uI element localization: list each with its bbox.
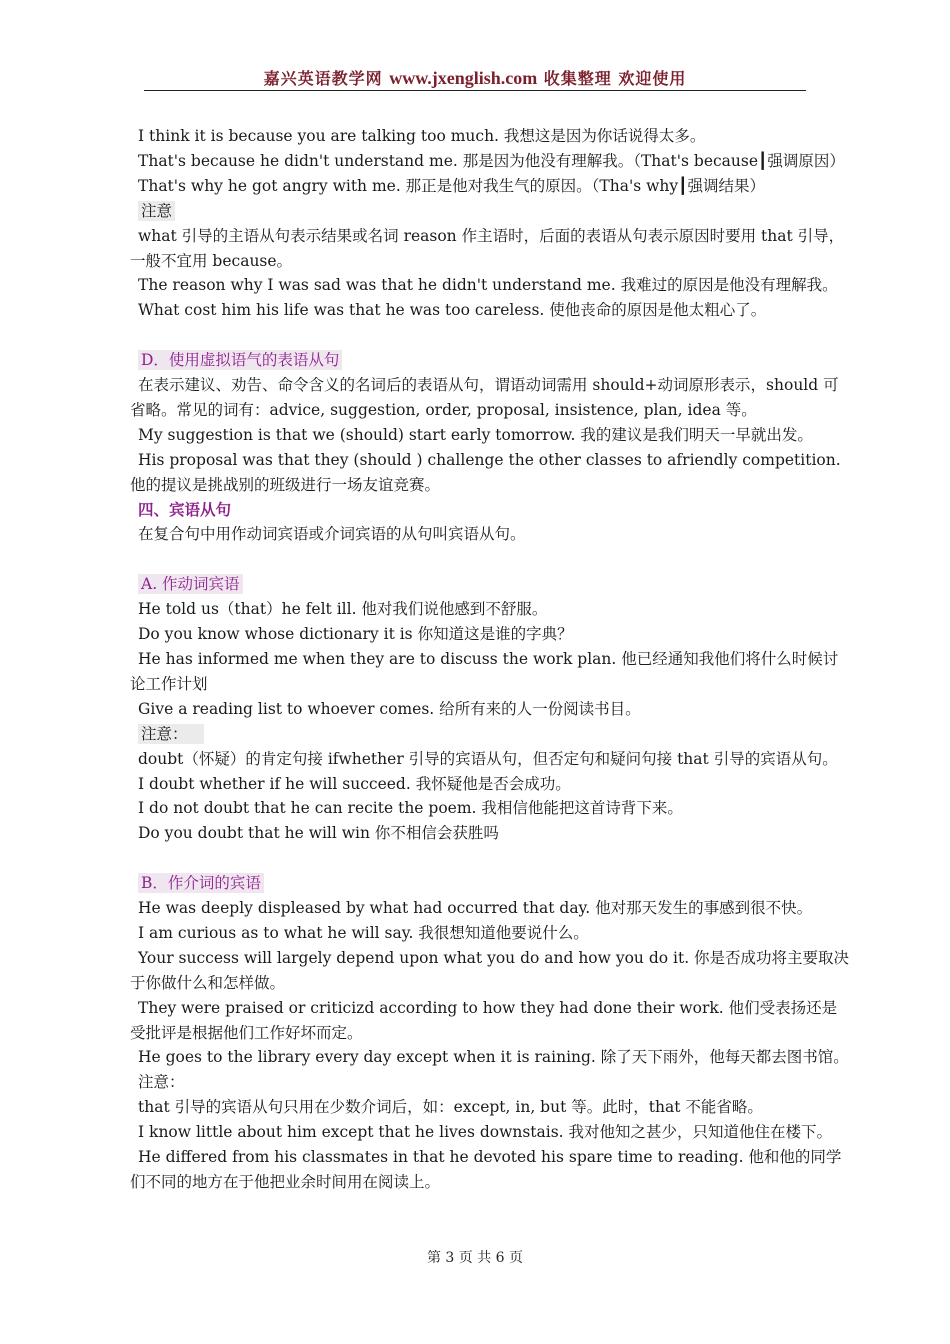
header-left: 嘉兴英语教学网 (263, 69, 383, 88)
blank-line (130, 323, 850, 348)
text-paragraph: Your success will largely depend upon what you do and how you do it. 你是否成功将主要取决于你做什么和怎样做。 (130, 948, 850, 992)
text-line: I think it is because you are talking too much. 我想这是因为你话说得太多。 (138, 127, 706, 145)
text-line: Give a reading list to whoever comes. 给所有来的人一份阅读书目。 (138, 699, 641, 718)
section-heading-b: B．作介词的宾语 (138, 873, 264, 893)
blank-line (130, 547, 850, 572)
note-tag: 注意 (138, 201, 175, 221)
text-line: 在复合句中用作动词宾语或介词宾语的从句叫宾语从句。 (138, 525, 526, 544)
text-line: The reason why I was sad was that he didn't understand me. 我难过的原因是他没有理解我。 (138, 276, 838, 295)
section-heading-line (130, 572, 850, 597)
note-line (130, 722, 850, 747)
text-paragraph: They were praised or criticizd according to how they had done their work. 他们受表扬还是受批评是根据他们工作好坏而定。 (130, 998, 838, 1042)
text-line: doubt（怀疑）的肯定句接 ifwhether 引导的宾语从句，但否定句和疑问句接 that 引导的宾语从句。 (138, 749, 838, 768)
document-body (130, 124, 850, 1195)
text-line: That's why he got angry with me. 那正是他对我生气的原因。（Tha's why┃强调结果） (138, 176, 765, 195)
text-line: I do not doubt that he can recite the poem. 我相信他能把这首诗背下来。 (138, 799, 683, 818)
section-heading-a: A. 作动词宾语 (138, 574, 243, 594)
header-rule (144, 90, 806, 91)
text-line: that 引导的宾语从句只用在少数介词后，如：except, in, but 等。此时，that 不能省略。 (138, 1098, 763, 1117)
blank-line (130, 846, 850, 871)
text-paragraph: He differed from his classmates in that he devoted his spare time to reading. 他和他的同学们不同的地方在于他把业余时间用在阅读上。 (130, 1148, 842, 1192)
text-paragraph: His proposal was that they (should ) challenge the other classes to afriendly competition. 他的提议是挑战别的班级进行一场友谊竞赛。 (130, 450, 841, 494)
text-line: My suggestion is that we (should) start early tomorrow. 我的建议是我们明天一早就出发。 (138, 425, 813, 444)
text-paragraph: 在表示建议、劝告、命令含义的名词后的表语从句，谓语动词需用 should+动词原形表示，should 可省略。常见的词有：advice, suggestion, order, proposal, insistence, plan, idea 等。 (130, 376, 839, 419)
note-line: 注意： (138, 1073, 185, 1092)
section-heading-line (130, 871, 850, 896)
section-heading-d: D．使用虚拟语气的表语从句 (138, 350, 342, 370)
text-line: I doubt whether if he will succeed. 我怀疑他是否会成功。 (138, 774, 571, 793)
text-line: I am curious as to what he will say. 我很想知道他要说什么。 (138, 923, 589, 942)
text-line: Do you know whose dictionary it is 你知道这是谁的字典？ (138, 625, 573, 644)
note-line (130, 199, 850, 224)
text-line: He told us（that）he felt ill. 他对我们说他感到不舒服。 (138, 600, 548, 619)
note-tag: 注意： (138, 724, 204, 744)
text-paragraph: He has informed me when they are to discuss the work plan. 他已经通知我他们将什么时候讨论工作计划 (130, 650, 839, 693)
text-line: I know little about him except that he lives downstais. 我对他知之甚少，只知道他住在楼下。 (138, 1123, 833, 1142)
page-footer: 第 3 页 共 6 页 (426, 1250, 524, 1266)
header-site: www.jxenglish.com (389, 68, 538, 88)
header-right: 收集整理 欢迎使用 (543, 69, 687, 88)
section-heading-line (130, 348, 850, 373)
text-line: He was deeply displeased by what had occurred that day. 他对那天发生的事感到很不快。 (138, 899, 813, 918)
text-line: What cost him his life was that he was too careless. 使他丧命的原因是他太粗心了。 (138, 301, 767, 320)
text-line: That's because he didn't understand me. 那是因为他没有理解我。（That's because┃强调原因） (138, 151, 845, 170)
text-paragraph: what 引导的主语从句表示结果或名词 reason 作主语时，后面的表语从句表示原因时要用 that 引导，一般不宜用 because。 (130, 226, 845, 270)
text-line: He goes to the library every day except when it is raining. 除了天下雨外，他每天都去图书馆。 (138, 1048, 849, 1067)
text-line: Do you doubt that he will win 你不相信会获胜吗 (138, 824, 499, 843)
page-header (0, 66, 950, 89)
section-heading-4: 四、宾语从句 (138, 499, 232, 519)
